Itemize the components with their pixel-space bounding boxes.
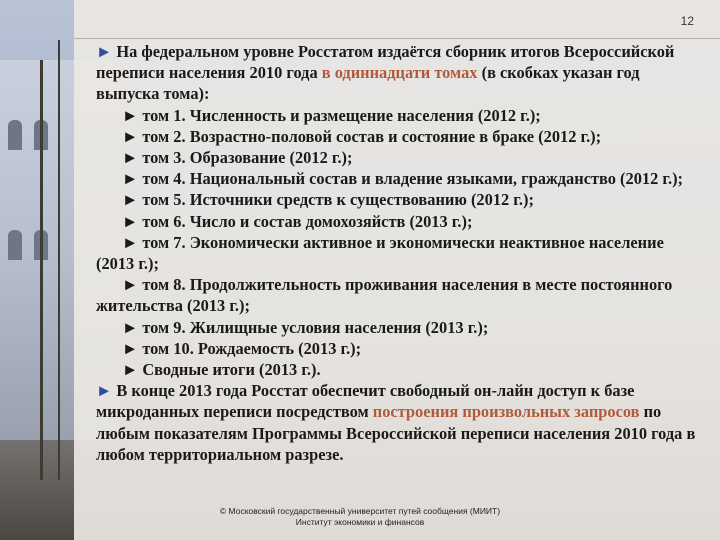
volume-item: ► том 7. Экономически активное и экономически неактивное население (2013 г.); <box>96 232 664 274</box>
volume-item: ► том 5. Источники средств к существованию (2012 г.); <box>122 190 534 210</box>
page-number: 12 <box>680 14 694 28</box>
tree-trunk <box>58 40 60 480</box>
closing-paragraph <box>96 380 706 465</box>
bullet-arrow-icon: ► <box>96 42 113 61</box>
footer <box>140 506 580 528</box>
closing-text: В конце 2013 года Росстат обеспечит свободный он-лайн доступ к базе микроданных переписи посредством <box>96 381 635 422</box>
window-shape <box>8 230 22 260</box>
footer-copyright: © Московский государственный университет путей сообщения (МИИТ) <box>219 506 501 516</box>
slide-body <box>96 41 706 465</box>
volume-item: ► том 8. Продолжительность проживания населения в месте постоянного жительства (2013 г.); <box>96 275 673 316</box>
volume-item: ► том 6. Число и состав домохозяйств (2013 г.); <box>122 211 473 231</box>
volume-item: ► том 1. Численность и размещение населения (2012 г.); <box>122 105 541 125</box>
closing-text-end: по любым показателям Программы Всероссийской переписи населения 2010 года в любом территориальном разрезе. <box>96 402 696 464</box>
footer-institute: Институт экономики и финансов <box>295 517 425 527</box>
intro-text: На федеральном уровне Росстатом издаётся сборник итогов Всероссийской переписи населения 2010 года <box>96 42 675 83</box>
bullet-arrow-icon: ► <box>96 381 113 401</box>
header-divider <box>74 38 720 39</box>
intro-paragraph <box>96 41 706 105</box>
volume-item: ► том 9. Жилищные условия населения (2013 г.); <box>122 317 489 337</box>
volume-item: ► Сводные итоги (2013 г.). <box>122 360 321 380</box>
volume-item: ► том 10. Рождаемость (2013 г.); <box>122 338 362 358</box>
volume-item: ► том 3. Образование (2012 г.); <box>122 148 353 168</box>
volume-item: ► том 2. Возрастно-половой состав и состояние в браке (2012 г.); <box>122 126 602 146</box>
closing-highlight: построения произвольных запросов <box>372 402 640 422</box>
volume-item: ► том 4. Национальный состав и владение языками, гражданство (2012 г.); <box>122 169 684 189</box>
tree-trunk <box>40 60 43 480</box>
window-shape <box>8 120 22 150</box>
intro-highlight: в одиннадцати томах <box>321 63 478 83</box>
intro-text-end: (в скобках указан год выпуска тома): <box>96 63 640 104</box>
